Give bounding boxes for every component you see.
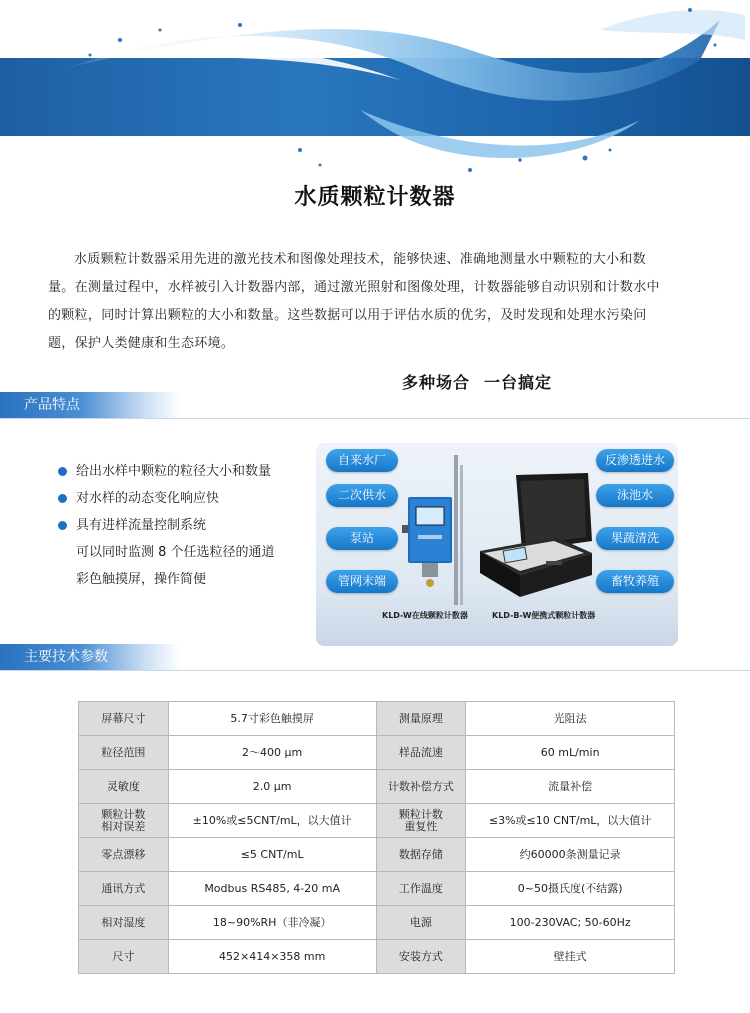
spec-value: 2～400 μm (168, 736, 376, 770)
spec-label: 通讯方式 (79, 872, 169, 906)
spec-value: 452×414×358 mm (168, 940, 376, 974)
scenario-pill: 泳池水 (596, 484, 674, 507)
spec-label: 数据存储 (376, 838, 466, 872)
spec-label: 相对湿度 (79, 906, 169, 940)
spec-value: 5.7寸彩色触摸屏 (168, 702, 376, 736)
spec-label: 工作温度 (376, 872, 466, 906)
spec-row (79, 804, 675, 838)
product-panel (316, 443, 678, 646)
header-banner (0, 0, 750, 180)
spec-value: 100-230VAC; 50-60Hz (466, 906, 675, 940)
feature-item: 给出水样中颗粒的粒径大小和数量 (58, 458, 318, 485)
spec-row (79, 872, 675, 906)
spec-label: 粒径范围 (79, 736, 169, 770)
spec-row (79, 702, 675, 736)
scenario-pill: 反渗透进水 (596, 449, 674, 472)
spec-label: 灵敏度 (79, 770, 169, 804)
spec-row (79, 736, 675, 770)
spec-row (79, 906, 675, 940)
spec-value: 光阻法 (466, 702, 675, 736)
spec-value: ≤3%或≤10 CNT/mL，以大值计 (466, 804, 675, 838)
bullet-dot-icon (58, 521, 67, 530)
slogan (402, 370, 552, 393)
section-divider (0, 670, 750, 671)
feature-item: 可以同时监测 8 个任选粒径的通道 (76, 545, 275, 560)
scenario-pill: 畜牧养殖 (596, 570, 674, 593)
scenario-pill: 泵站 (326, 527, 398, 550)
spec-row (79, 940, 675, 974)
spec-value: 2.0 μm (168, 770, 376, 804)
portable-counter-image (476, 471, 594, 601)
spec-row (79, 770, 675, 804)
feature-item: 具有进样流量控制系统 (58, 512, 318, 539)
spec-value: ≤5 CNT/mL (168, 838, 376, 872)
product-caption-portable: KLD-B-W便携式颗粒计数器 (492, 611, 596, 620)
spec-value: 0~50摄氏度(不结露) (466, 872, 675, 906)
spec-value: 壁挂式 (466, 940, 675, 974)
section-header-features: 产品特点 (0, 392, 180, 418)
spec-table (78, 701, 675, 974)
bullet-dot-icon (58, 467, 67, 476)
section-header-specs: 主要技术参数 (0, 644, 180, 670)
spec-label: 颗粒计数 相对误差 (79, 804, 169, 838)
spec-label: 屏幕尺寸 (79, 702, 169, 736)
bullet-dot-icon (58, 494, 67, 503)
slogan-part-2: 一台搞定 (484, 373, 553, 392)
spec-row (79, 838, 675, 872)
page-title: 水质颗粒计数器 (294, 185, 456, 210)
spec-label: 颗粒计数 重复性 (376, 804, 466, 838)
water-splash-graphic (0, 0, 750, 180)
scenario-pill: 自来水厂 (326, 449, 398, 472)
scenario-pill: 果蔬清洗 (596, 527, 674, 550)
spec-value: 18~90%RH（非冷凝） (168, 906, 376, 940)
spec-label: 测量原理 (376, 702, 466, 736)
spec-label: 安装方式 (376, 940, 466, 974)
slogan-part-1: 多种场合 (402, 373, 471, 392)
scenario-pill: 管网末端 (326, 570, 398, 593)
spec-label: 样品流速 (376, 736, 466, 770)
scenario-pill: 二次供水 (326, 484, 398, 507)
feature-item: 对水样的动态变化响应快 (58, 485, 318, 512)
feature-list (58, 458, 318, 593)
feature-item: 彩色触摸屏，操作简便 (76, 572, 207, 587)
spec-value: 流量补偿 (466, 770, 675, 804)
spec-label: 计数补偿方式 (376, 770, 466, 804)
spec-label: 电源 (376, 906, 466, 940)
spec-value: 60 mL/min (466, 736, 675, 770)
spec-label: 零点漂移 (79, 838, 169, 872)
spec-label: 尺寸 (79, 940, 169, 974)
spec-value: Modbus RS485, 4-20 mA (168, 872, 376, 906)
product-caption-online: KLD-W在线颗粒计数器 (382, 611, 468, 620)
spec-value: 约60000条测量记录 (466, 838, 675, 872)
intro-paragraph: 水质颗粒计数器采用先进的激光技术和图像处理技术，能够快速、准确地测量水中颗粒的大小和数量。在测量过程中，水样被引入计数器内部，通过激光照射和图像处理，计数器能够自动识别和计数水中的颗粒，同时计算出颗粒的大小和数量。这些数据可以用于评估水质的优劣，及时发现和处理水污染问题，保护人类健康和生态环境。 (48, 252, 660, 351)
spec-value: ±10%或≤5CNT/mL，以大值计 (168, 804, 376, 838)
section-divider (0, 418, 750, 419)
